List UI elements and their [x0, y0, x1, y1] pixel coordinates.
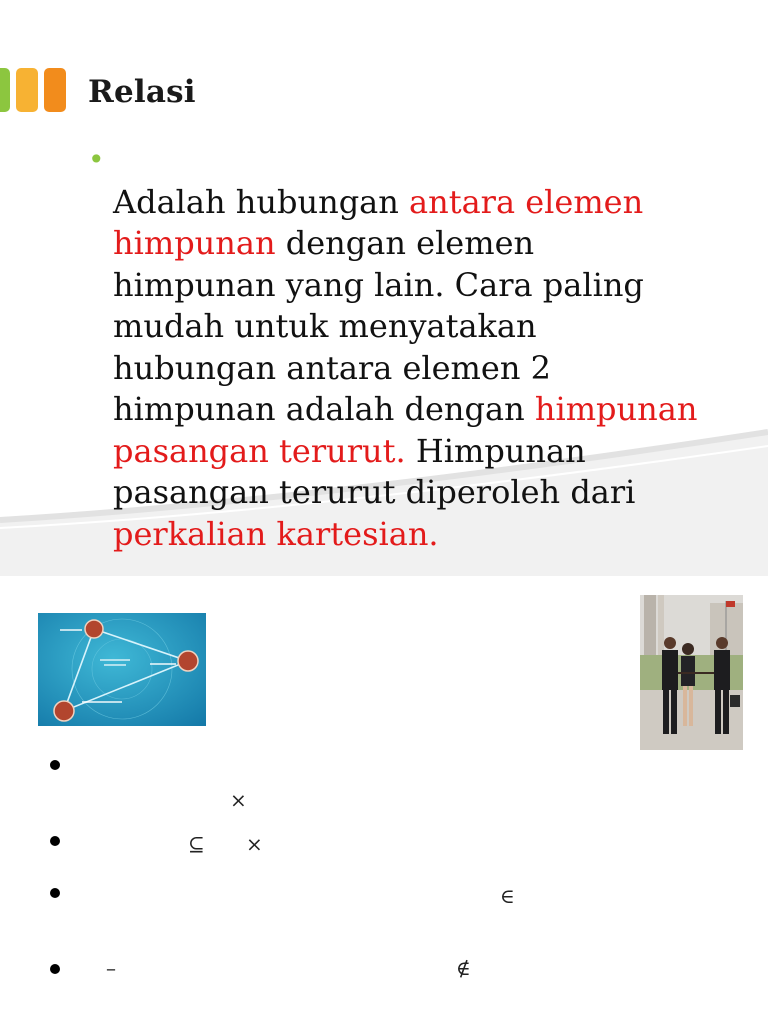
slide-title: Relasi [88, 74, 196, 110]
lower-bullet-marker [50, 964, 60, 974]
not-element-of-symbol: ∉ [456, 956, 471, 980]
title-accent-green [0, 68, 10, 112]
lower-bullet-marker [50, 760, 60, 770]
text-segment: Himpunan pasangan terurut diperoleh dari [113, 431, 636, 511]
times-symbol: × [246, 832, 263, 856]
subset-eq-symbol: ⊆ [188, 832, 205, 856]
dash-symbol: – [106, 956, 116, 980]
bullet-text [113, 140, 753, 555]
title-accent-yellow [16, 68, 38, 112]
times-symbol: × [230, 788, 247, 812]
highlighted-text: antara elemen himpunan [113, 182, 644, 262]
text-segment: dengan elemen himpunan yang lain. Cara paling mudah untuk menyatakan hubungan antara elemen 2 himpunan adalah dengan [113, 224, 644, 428]
bullet-marker: • [88, 143, 105, 176]
network-diagram-image [38, 613, 206, 726]
lower-bullet-marker [50, 888, 60, 898]
highlighted-text: perkalian kartesian. [113, 514, 439, 553]
lower-bullet-marker [50, 836, 60, 846]
title-accent-orange [44, 68, 66, 112]
element-of-symbol: ∈ [500, 884, 515, 908]
text-segment: Adalah hubungan [113, 182, 410, 221]
business-handshake-photo [640, 595, 743, 750]
highlighted-text: himpunan pasangan terurut. [113, 390, 698, 470]
